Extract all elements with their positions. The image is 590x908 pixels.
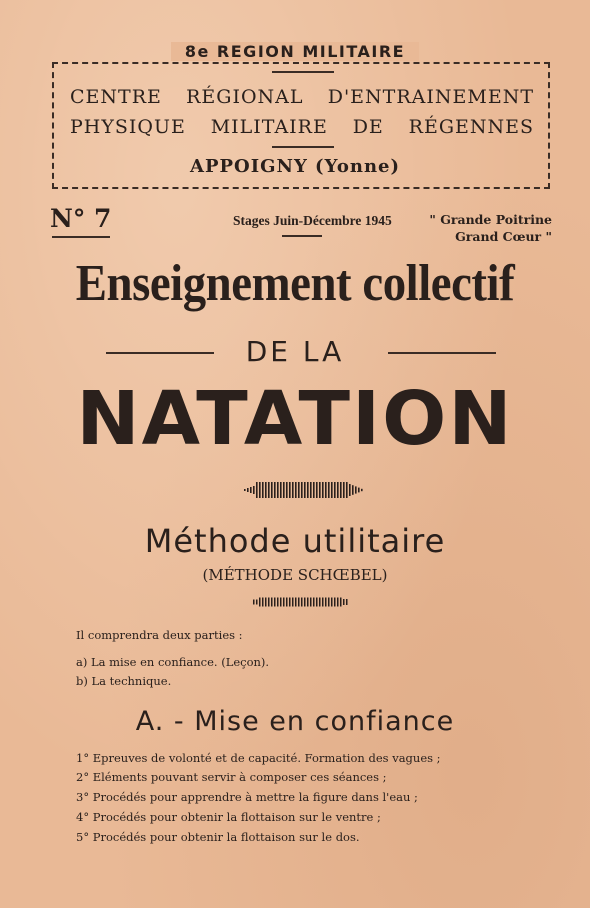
motto-line-1: " Grande Poitrine: [429, 212, 552, 227]
method-heading: Méthode utilitaire: [144, 522, 446, 560]
centre-line-2: PHYSIQUE MILITAIRE DE RÉGENNES: [70, 116, 534, 138]
motto-line-2: Grand Cœur ": [455, 229, 552, 244]
location-line: APPOIGNY (Yonne): [189, 156, 401, 177]
list-item: 5° Procédés pour obtenir la flottaison sur le dos.: [76, 830, 360, 844]
title-de-la: DE LA: [245, 335, 345, 368]
ornament-small-icon: [252, 596, 350, 608]
section-a-title: A. - Mise en confiance: [135, 706, 455, 737]
ornament-divider-icon: [242, 480, 364, 500]
delaline-rule-right: [388, 352, 496, 354]
region-rule: [272, 71, 334, 73]
main-title: Enseignement collectif: [75, 255, 515, 312]
issue-number: N° 7: [50, 204, 112, 233]
region-heading: 8e REGION MILITAIRE: [0, 42, 590, 61]
list-item: 2° Eléments pouvant servir à composer ces séances ;: [76, 770, 387, 784]
centre-line-1: CENTRE RÉGIONAL D'ENTRAINEMENT: [70, 86, 534, 108]
title-natation: NATATION: [76, 376, 514, 462]
intro-lead: Il comprendra deux parties :: [76, 628, 243, 642]
centre-rule: [272, 146, 334, 148]
intro-item: a) La mise en confiance. (Leçon).: [76, 655, 270, 669]
method-subheading: (MÉTHODE SCHŒBEL): [202, 566, 388, 584]
stages-underline: [282, 235, 322, 237]
intro-item: b) La technique.: [76, 674, 172, 688]
number-underline: [52, 236, 110, 238]
list-item: 1° Epreuves de volonté et de capacité. Formation des vagues ;: [76, 751, 441, 765]
list-item: 4° Procédés pour obtenir la flottaison sur le ventre ;: [76, 810, 381, 824]
list-item: 3° Procédés pour apprendre à mettre la figure dans l'eau ;: [76, 790, 418, 804]
stages-dates: Stages Juin-Décembre 1945: [233, 213, 392, 228]
motto: [400, 211, 552, 245]
